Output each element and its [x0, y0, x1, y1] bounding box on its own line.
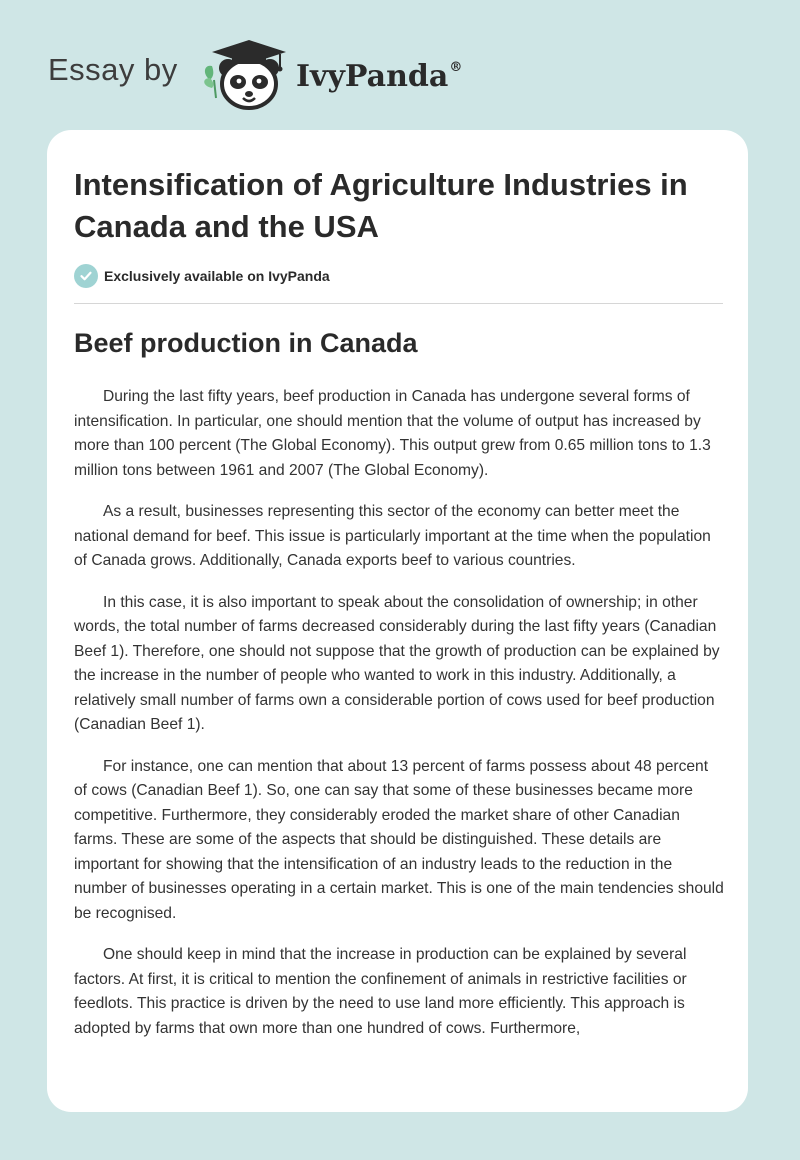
paragraph: In this case, it is also important to speak about the consolidation of ownership; in other words, the total number of farms decreased considerably during the last fifty years (Canadian Beef 1). Therefore, one should not suppose that the growth of production can be explained by the increase in the number of people who wanted to work in this industry. Additionally, a relatively small number of farms own a considerable portion of cows used for beef production (Canadian Beef 1).	[74, 593, 720, 733]
trademark-symbol: ®	[449, 60, 463, 75]
paragraph: One should keep in mind that the increase in production can be explained by several factors. At first, it is critical to mention the confinement of animals in restrictive facilities or feedlots. This practice is driven by the need to use land more efficiently. This approach is adopted by farms that own more than one hundred of cows. Furthermore,	[74, 946, 687, 1037]
brand-name[interactable]	[296, 52, 462, 97]
paragraph: During the last fifty years, beef production in Canada has undergone several forms of intensification. In particular, one should mention that the volume of output has increased by more than 100 percent (The Global Economy). This output grew from 0.65 million tons to 1.3 million tons between 1961 and 2007 (The Global Economy).	[74, 388, 711, 479]
brand-text: IvyPanda	[296, 59, 449, 94]
essay-card	[47, 130, 748, 1112]
paragraph: As a result, businesses representing this sector of the economy can better meet the national demand for beef. This issue is particularly important at the time when the population of Canada grows. Additionally, Canada exports beef to various countries.	[74, 503, 711, 569]
check-circle-icon	[74, 264, 98, 288]
article-body	[74, 385, 724, 1058]
essay-by-label: Essay by	[48, 52, 178, 87]
section-heading: Beef production in Canada	[74, 328, 418, 358]
page-title: Intensification of Agriculture Industries in Canada and the USA	[74, 167, 688, 244]
paragraph: For instance, one can mention that about 13 percent of farms possess about 48 percent of cows (Canadian Beef 1). So, one can say that some of these businesses became more competitive. Furthermore, they considerably eroded the market share of other Canadian farms. These are some of the aspects that should be distinguished. These details are important for showing that the intensification of an industry leads to the reduction in the number of businesses operating in a certain market. This is one of the main tendencies should be recognised.	[74, 757, 724, 922]
divider	[74, 303, 723, 304]
exclusive-badge	[74, 263, 330, 289]
check-mark-svg	[79, 269, 93, 283]
logo-svg	[200, 36, 292, 110]
site-header	[0, 0, 800, 130]
exclusive-badge-text: Exclusively available on IvyPanda	[104, 268, 330, 284]
panda-graduation-cap-icon[interactable]	[200, 36, 292, 110]
